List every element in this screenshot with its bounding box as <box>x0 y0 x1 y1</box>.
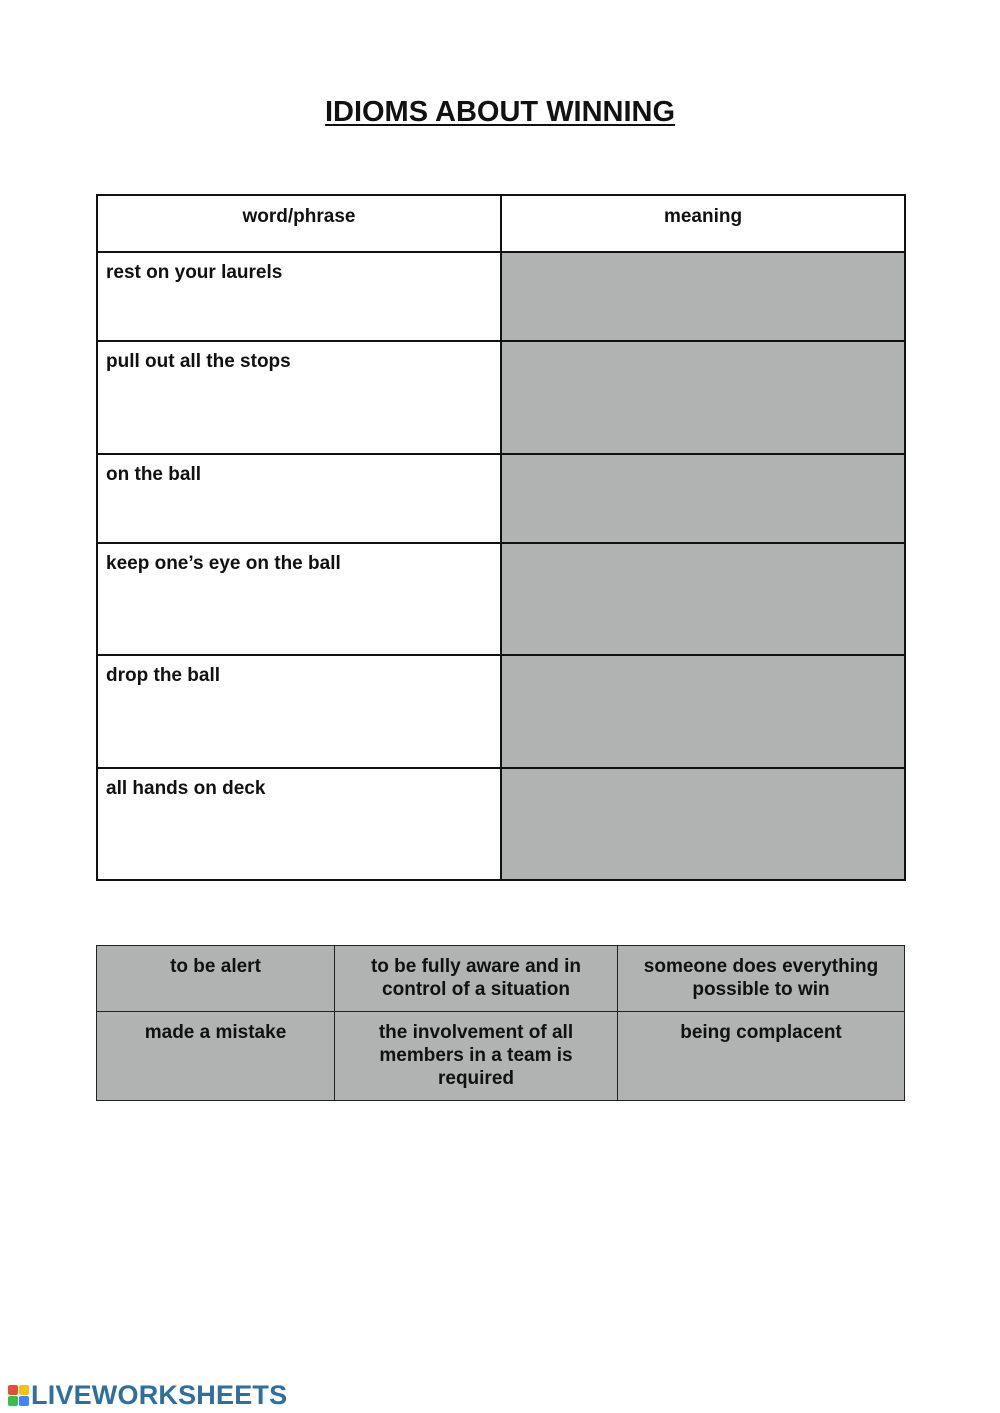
meaning-drop-zone[interactable] <box>501 454 905 543</box>
logo-block <box>8 1396 18 1406</box>
logo-blocks-icon <box>8 1385 29 1406</box>
draggable-meaning-card[interactable]: someone does everything possible to win <box>618 946 905 1012</box>
phrase-cell: pull out all the stops <box>97 341 501 454</box>
meaning-drop-zone[interactable] <box>501 768 905 880</box>
liveworksheets-logo <box>8 1378 287 1412</box>
draggable-meaning-card[interactable]: to be alert <box>97 946 335 1012</box>
table-header-row <box>97 195 905 252</box>
column-header-meaning: meaning <box>501 195 905 252</box>
table-row <box>97 768 905 880</box>
phrase-cell: drop the ball <box>97 655 501 768</box>
word-bank-row <box>97 1012 905 1101</box>
logo-block <box>8 1385 18 1395</box>
phrase-cell: keep one’s eye on the ball <box>97 543 501 655</box>
table-row <box>97 454 905 543</box>
logo-block <box>19 1396 29 1406</box>
page-title: IDIOMS ABOUT WINNING <box>324 96 676 128</box>
meaning-drop-zone[interactable] <box>501 543 905 655</box>
meaning-drop-zone[interactable] <box>501 341 905 454</box>
column-header-word-phrase: word/phrase <box>97 195 501 252</box>
draggable-meaning-card[interactable]: to be fully aware and in control of a situation <box>335 946 618 1012</box>
phrase-cell: all hands on deck <box>97 768 501 880</box>
table-row <box>97 252 905 341</box>
meaning-drop-zone[interactable] <box>501 655 905 768</box>
phrase-cell: rest on your laurels <box>97 252 501 341</box>
idioms-table <box>96 194 906 881</box>
meaning-drop-zone[interactable] <box>501 252 905 341</box>
phrase-cell: on the ball <box>97 454 501 543</box>
word-bank-row <box>97 946 905 1012</box>
draggable-meaning-card[interactable]: being complacent <box>618 1012 905 1101</box>
draggable-meaning-card[interactable]: made a mistake <box>97 1012 335 1101</box>
table-row <box>97 655 905 768</box>
logo-block <box>19 1385 29 1395</box>
word-bank-table <box>96 945 905 1101</box>
table-row <box>97 341 905 454</box>
draggable-meaning-card[interactable]: the involvement of all members in a team is required <box>335 1012 618 1101</box>
brand-name: LIVEWORKSHEETS <box>31 1379 288 1410</box>
table-row <box>97 543 905 655</box>
